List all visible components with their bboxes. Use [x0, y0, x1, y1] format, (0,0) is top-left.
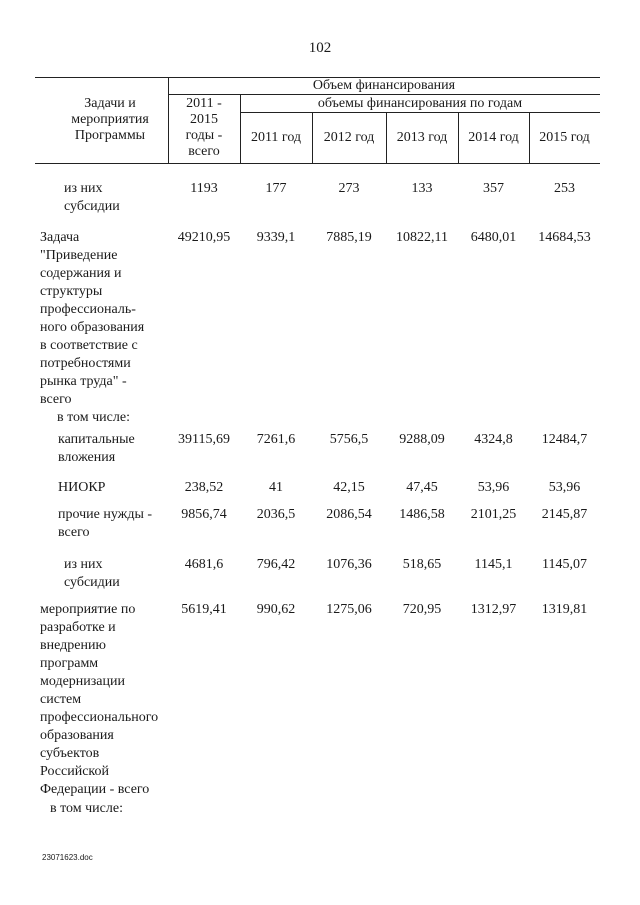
value-total: 49210,95: [177, 230, 231, 245]
value-2012: 42,15: [333, 480, 365, 495]
header-tasks: Задачи и мероприятия Программы: [71, 96, 149, 143]
value-2014: 6480,01: [470, 230, 517, 245]
page-number: 102: [308, 40, 332, 56]
value-2015: 2145,87: [541, 507, 588, 522]
value-2012: 2086,54: [326, 507, 372, 522]
value-2014: 357: [483, 181, 504, 196]
years-sub-rule: [240, 112, 600, 113]
value-total: 238,52: [184, 480, 224, 495]
value-2013: 133: [411, 181, 433, 196]
value-2014: 1312,97: [470, 602, 517, 617]
value-2014: 2101,25: [470, 507, 517, 522]
header-by-years: объемы финансирования по годам: [317, 96, 523, 111]
row-label: мероприятие по разработке и внедрению программ модернизации систем профессионального образования субъектов Российской Федерации - всего: [40, 602, 159, 797]
row-label: в том числе:: [57, 410, 130, 425]
row-label: Задача "Приведение содержания и структуры профессиональ- ного образования в соответствие с потребностями рынка труда" - всего: [40, 230, 145, 407]
value-2014: 4324,8: [474, 432, 513, 447]
row-label: прочие нужды - всего: [58, 507, 153, 540]
value-2011: 7261,6: [256, 432, 296, 447]
value-2013: 9288,09: [399, 432, 445, 447]
value-2015: 12484,7: [541, 432, 588, 447]
value-2015: 1319,81: [541, 602, 588, 617]
header-total: 2011 - 2015 годы - всего: [185, 96, 223, 159]
value-2012: 273: [338, 181, 360, 196]
header-year-2012: 2012 год: [323, 130, 375, 145]
value-2012: 7885,19: [326, 230, 372, 245]
value-2011: 990,62: [256, 602, 296, 617]
value-2015: 53,96: [548, 480, 581, 495]
value-2011: 9339,1: [256, 230, 296, 245]
value-2015: 253: [554, 181, 575, 196]
value-2013: 47,45: [406, 480, 438, 495]
value-2012: 1275,06: [326, 602, 372, 617]
header-year-2011: 2011 год: [250, 130, 302, 145]
row-label: капитальные вложения: [58, 432, 135, 465]
value-2013: 720,95: [402, 602, 442, 617]
value-2011: 2036,5: [256, 507, 296, 522]
header-year-2013: 2013 год: [396, 130, 448, 145]
value-2011: 796,42: [256, 557, 296, 572]
header-bottom-rule: [35, 163, 600, 164]
header-year-2015: 2015 год: [539, 130, 590, 145]
value-total: 5619,41: [181, 602, 227, 617]
funding-sub-rule: [168, 94, 600, 95]
value-2012: 1076,36: [326, 557, 372, 572]
value-2011: 41: [269, 480, 283, 495]
row-label: в том числе:: [50, 801, 123, 816]
value-total: 9856,74: [181, 507, 227, 522]
value-2012: 5756,5: [329, 432, 369, 447]
value-2013: 1486,58: [399, 507, 445, 522]
row-label: НИОКР: [58, 480, 106, 495]
value-2011: 177: [265, 181, 287, 196]
row-label: из них субсидии: [64, 181, 120, 214]
value-total: 39115,69: [178, 432, 230, 447]
value-total: 1193: [190, 181, 218, 196]
value-total: 4681,6: [184, 557, 224, 572]
header-funding-volume: Объем финансирования: [312, 78, 456, 93]
header-year-2014: 2014 год: [468, 130, 519, 145]
value-2015: 14684,53: [538, 230, 591, 245]
footer-filename: 23071623.doc: [42, 853, 93, 862]
row-label: из них субсидии: [64, 557, 120, 590]
value-2014: 53,96: [477, 480, 510, 495]
value-2013: 10822,11: [396, 230, 448, 245]
value-2013: 518,65: [402, 557, 442, 572]
value-2014: 1145,1: [474, 557, 513, 572]
value-2015: 1145,07: [542, 557, 587, 572]
